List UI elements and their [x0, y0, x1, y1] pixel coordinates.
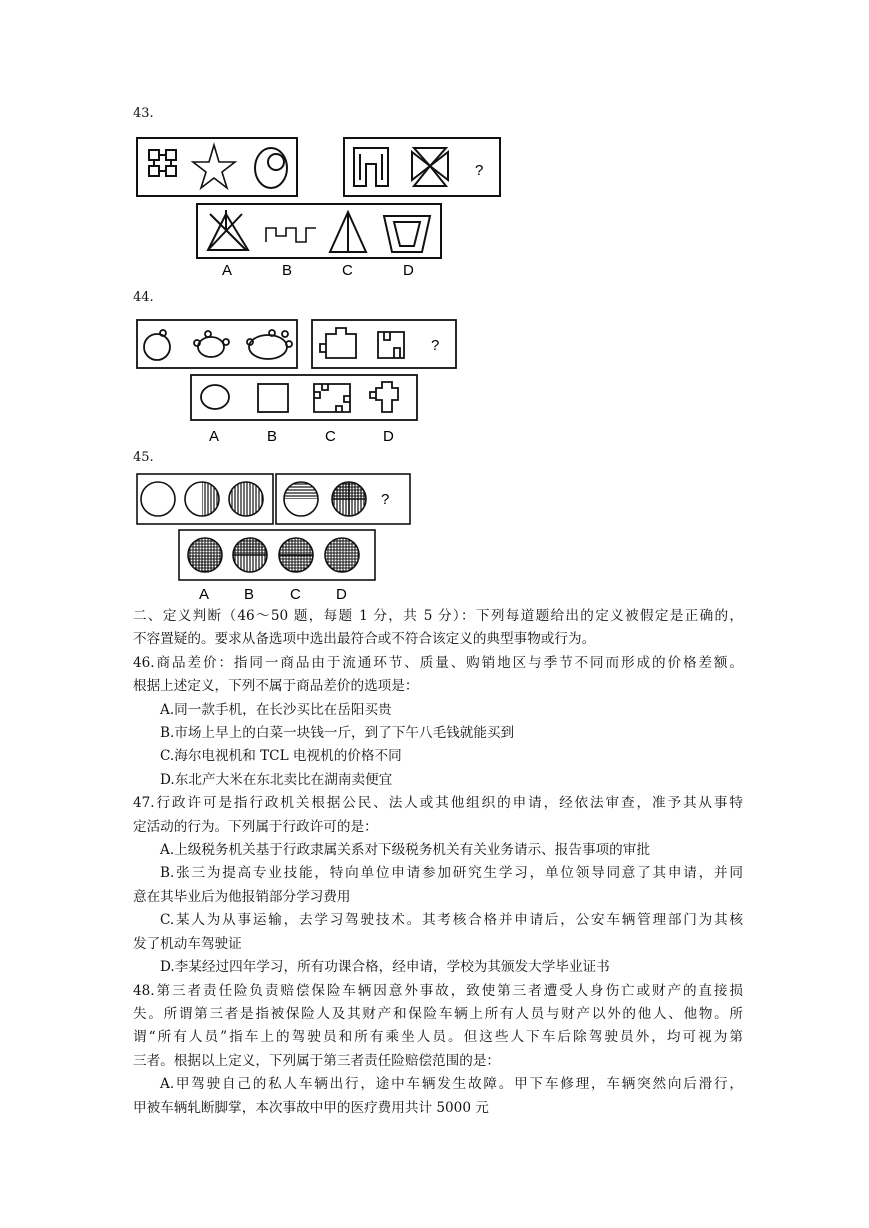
q45-top-horizontal-circle [284, 482, 318, 516]
q47-option-d: D.李某经过四年学习，所有功课合格，经申请，学校为其颁发大学毕业证书 [160, 959, 610, 976]
q44-question-mark: ? [431, 337, 440, 354]
definition-judgment-section [133, 605, 743, 1120]
q44-option-a-label: A [209, 428, 220, 445]
q46-option-d: D.东北产大米在东北卖比在湖南卖便宜 [160, 771, 393, 788]
q46-stem-line-2: 根据上述定义，下列不属于商品差价的选项是： [133, 678, 419, 695]
q47-stem-line-2: 定活动的行为。下列属于行政许可的是： [133, 818, 378, 835]
q45-option-d-label: D [336, 586, 347, 603]
q46-option-c: C.海尔电视机和 TCL 电视机的价格不同 [160, 748, 402, 765]
q45-full-vertical-circle [229, 482, 263, 516]
q45-option-c-circle [279, 538, 313, 572]
q45-option-b-label: B [244, 586, 255, 603]
section2-intro-line-1: 二、定义判断（46～50 题，每题 1 分，共 5 分）：下列每道题给出的定义被假定是正确的， [133, 608, 743, 624]
q47-option-c-line-2: 发了机动车驾驶证 [133, 935, 242, 952]
q43-question-mark: ? [475, 162, 484, 179]
q45-question-mark: ? [381, 491, 390, 508]
q45-option-c-label: C [290, 586, 301, 603]
q48-stem-line-1: 48.第三者责任险负责赔偿保险车辆因意外事故，致使第三者遭受人身伤亡或财产的直接损 [133, 982, 743, 999]
question-45-number: 45. [133, 450, 154, 465]
q46-option-b: B.市场上早上的白菜一块钱一斤，到了下午八毛钱就能买到 [160, 725, 515, 742]
q45-half-vertical-circle [185, 482, 219, 516]
q45-option-a-label: A [199, 586, 210, 603]
q45-empty-circle [141, 482, 175, 516]
q43-option-c-label: C [342, 262, 353, 279]
q47-option-a: A.上级税务机关基于行政隶属关系对下级税务机关有关业务请示、报告事项的审批 [160, 842, 650, 859]
q45-option-a-circle [188, 538, 222, 572]
q43-option-a-label: A [222, 262, 233, 279]
q43-option-b-label: B [282, 262, 293, 279]
q48-option-a-line-1: A.甲驾驶自己的私人车辆出行，途中车辆发生故障。甲下车修理，车辆突然向后滑行， [160, 1076, 743, 1093]
q48-option-a-line-2: 甲被车辆轧断脚掌，本次事故中甲的医疗费用共计 5000 元 [133, 1099, 489, 1116]
q44-option-c-label: C [325, 428, 336, 445]
question-45-figure [0, 0, 869, 610]
q45-option-b-circle [233, 538, 267, 572]
question-43-number: 43. [133, 106, 154, 121]
q45-quarter-grid-circle [332, 482, 366, 516]
q44-option-d-label: D [383, 428, 394, 445]
q44-option-b-label: B [267, 428, 278, 445]
q47-option-b-line-2: 意在其毕业后为他报销部分学习费用 [133, 888, 351, 905]
q47-option-b-line-1: B.张三为提高专业技能，特向单位申请参加研究生学习，单位领导同意了其申请，并同 [160, 865, 743, 882]
question-44-number: 44. [133, 290, 154, 305]
section2-intro-line-2: 不容置疑的。要求从备选项中选出最符合或不符合该定义的典型事物或行为。 [133, 631, 596, 648]
q48-stem-line-4: 三者。根据以上定义，下列属于第三者责任险赔偿范围的是： [133, 1052, 501, 1069]
q43-option-d-label: D [403, 262, 414, 279]
q48-stem-line-3: 谓“所有人员”指车上的驾驶员和所有乘坐人员。但这些人下车后除驾驶员外，均可视为第 [133, 1029, 743, 1046]
q47-option-c-line-1: C.某人为从事运输，去学习驾驶技术。其考核合格并申请后，公安车辆管理部门为其核 [160, 912, 743, 929]
q46-option-a: A.同一款手机，在长沙买比在岳阳买贵 [160, 701, 392, 718]
q45-option-d-circle [325, 538, 359, 572]
q47-stem-line-1: 47.行政许可是指行政机关根据公民、法人或其他组织的申请，经依法审查，准予其从事特 [133, 795, 743, 812]
q46-stem-line-1: 46.商品差价：指同一商品由于流通环节、质量、购销地区与季节不同而形成的价格差额。 [133, 654, 743, 671]
q48-stem-line-2: 失。所谓第三者是指被保险人及其财产和保险车辆上所有人员与财产以外的他人、他物。所 [133, 1005, 743, 1022]
